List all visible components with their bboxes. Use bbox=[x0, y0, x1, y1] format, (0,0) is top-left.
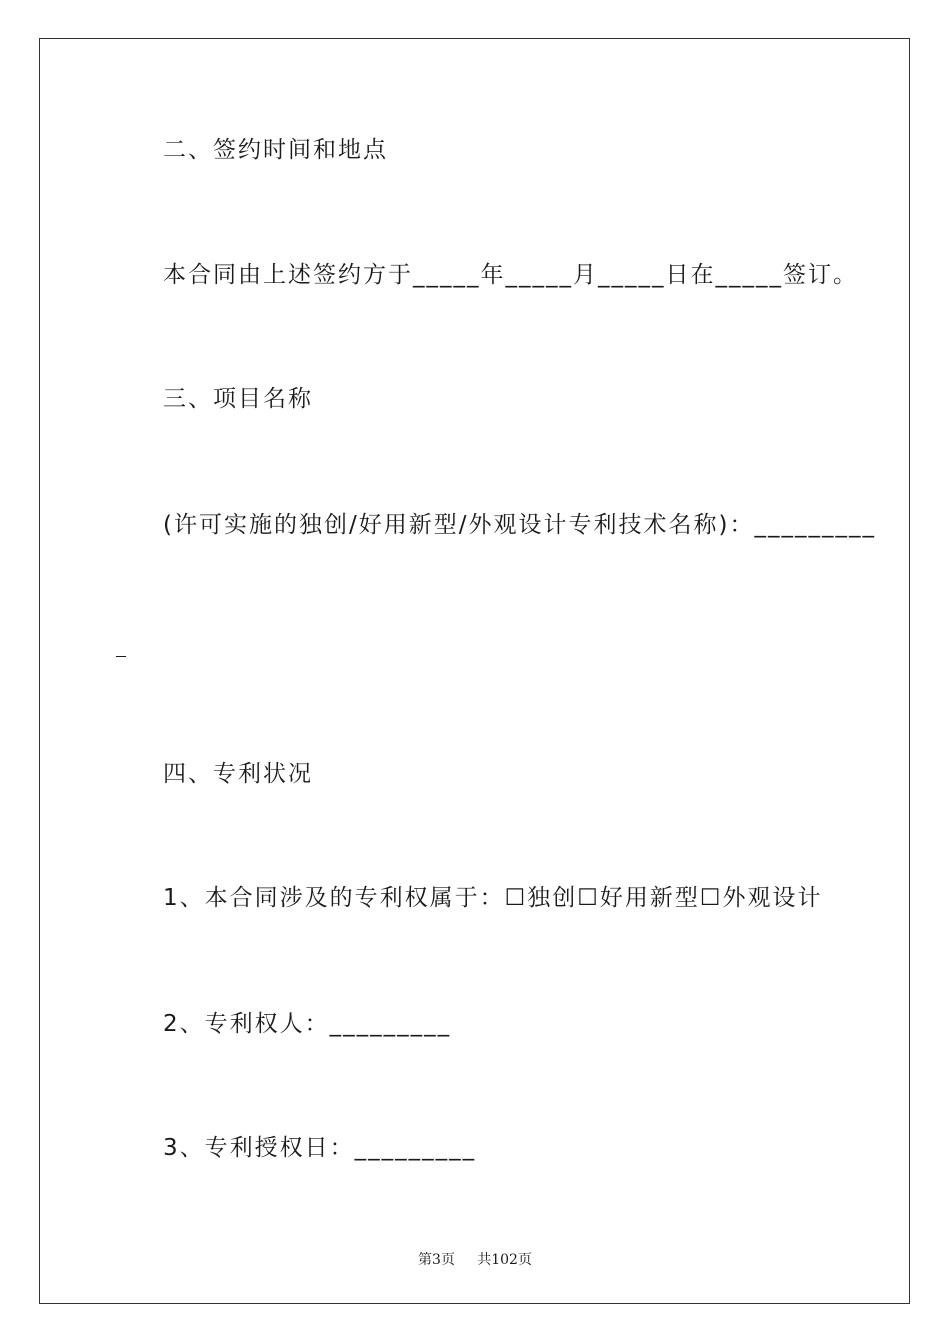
patent-grant-date-line: 3、专利授权日：_________ bbox=[163, 1135, 477, 1161]
orphan-underscore-mark bbox=[116, 656, 126, 657]
section-heading-signing-time-place: 二、签约时间和地点 bbox=[163, 137, 388, 163]
section-heading-patent-status: 四、专利状况 bbox=[163, 761, 313, 787]
page-footer bbox=[0, 1249, 950, 1269]
section-heading-project-name: 三、项目名称 bbox=[163, 386, 313, 412]
page-border bbox=[39, 38, 910, 1304]
patent-technology-name-line: (许可实施的独创/好用新型/外观设计专利技术名称)：_________ bbox=[163, 512, 876, 538]
page-number: 第3页 bbox=[418, 1252, 455, 1268]
patentee-line: 2、专利权人：_________ bbox=[163, 1011, 452, 1037]
patent-type-checkbox-line: 1、本合同涉及的专利权属于：☐独创☐好用新型☐外观设计 bbox=[163, 885, 823, 911]
total-pages: 共102页 bbox=[477, 1252, 532, 1268]
signing-date-place-sentence: 本合同由上述签约方于_____年_____月_____日在_____签订。 bbox=[163, 262, 858, 288]
